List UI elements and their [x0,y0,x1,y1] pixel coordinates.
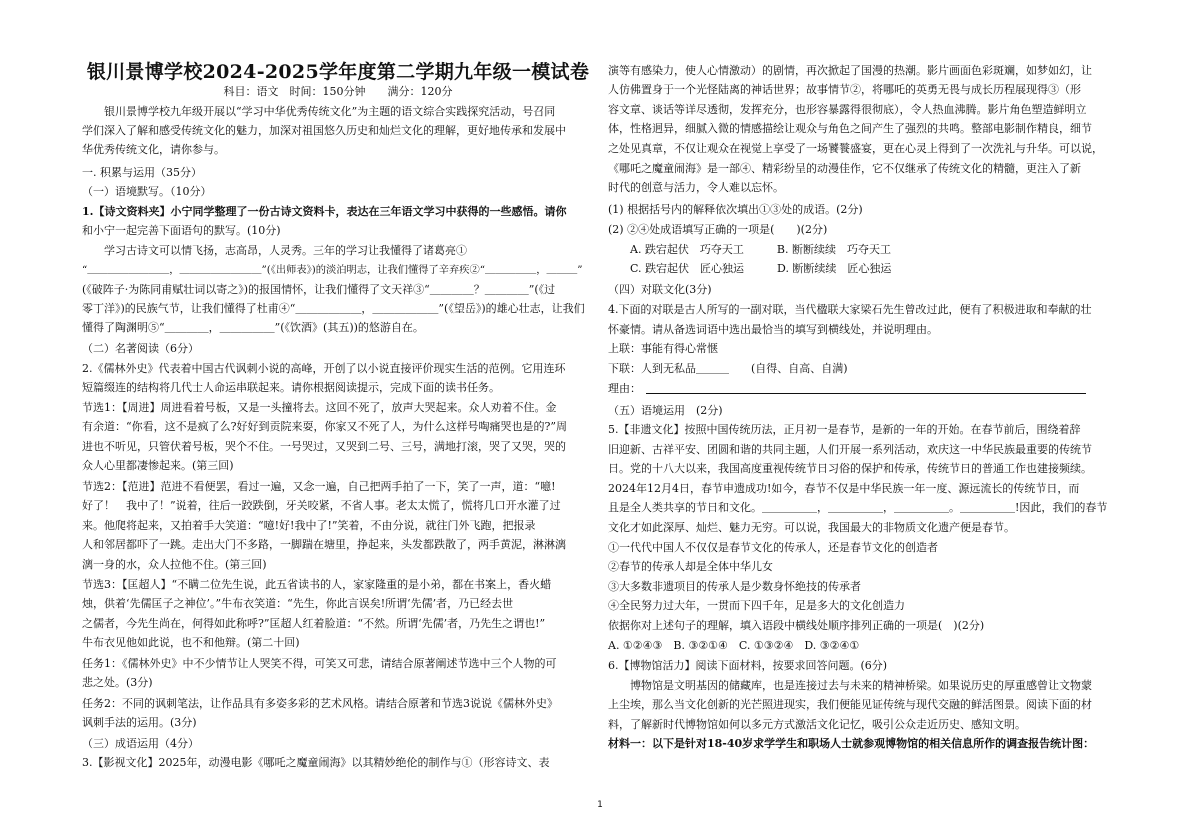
material-one: 材料一：以下是针对18-40岁求学学生和职场人士就参观博物馆的相关信息所作的调查报告统计图： [608,737,1095,750]
passage-line: 时代的创意与活力，令人难以忘怀。 [608,181,784,194]
question-4: 4.下面的对联是古人所写的一副对联，当代楹联大家梁石先生曾改过此，便有了积极进取和奉献的壮 [608,303,1092,316]
page-number: 1 [597,800,603,810]
question-6: 6.【博物馆活力】阅读下面材料，按要求回答问题。(6分) [608,659,888,672]
exam-meta: 科目：语文 时间：150分钟 满分：120分 [223,85,453,98]
excerpt-line: 好了！ 我中了！”说着，往后一跤跌倒，牙关咬紧，不省人事。老太太慌了，慌将几口开水灌了过 [82,499,561,512]
sentence-option: ②春节的传承人却是全体中华儿女 [608,560,773,573]
intro-line: 华优秀传统文化，请你参与。 [82,143,225,156]
section-heading: 一. 积累与运用（35分） [82,166,202,179]
excerpt-line: 烛，供着‘先儒匡子之神位’。”牛布衣笑道：“先生，你此言误矣!所谓‘先儒’者，乃已经去世 [82,597,514,610]
couplet-lower: 下联：人到无私品＿＿＿ (自得、自高、自满) [608,362,848,375]
passage-line: 上尘埃，那么当文化创新的光芒照进现实，我们便能见证传统与现代交融的鲜活图景。阅读下面的材 [608,698,1092,711]
sentence-option: ①一代代中国人不仅仅是春节文化的传承人，还是春节文化的创造者 [608,541,938,554]
excerpt-line: 之儒者，今先生尚在，何得如此称呼?”匡超人红着脸道：“不然。所谓‘先儒’者，乃先生之谓也!” [82,617,546,630]
answer-line [646,393,1086,394]
couplet-upper: 上联：事能有得心常惬 [608,342,718,355]
sentence-option: ③大多数非遗项目的传承人是少数身怀绝技的传承者 [608,580,861,593]
passage-line: 文化才如此深厚、灿烂、魅力无穷。可以说，我国最大的非物质文化遗产便是春节。 [608,521,1015,534]
question-text: 学习古诗文可以情飞扬，志高昂，人灵秀。三年的学习让我懂得了诸葛亮① [104,244,467,257]
question-text: (《破阵子·为陈同甫赋壮词以寄之》)的报国情怀，让我们懂得了文天祥③“＿＿＿＿？＿＿＿＿”(《过 [82,283,556,296]
passage-line: 《哪吒之魔童闹海》是一部④、精彩纷呈的动漫佳作，它不仅继承了传统文化的精髓，更注入了新 [608,162,1081,175]
excerpt-line: 有余道：“你看，这不是疯了么?好好到贡院来耍，你家又不死了人，为什么这样号啕痛哭也是的?”周 [82,420,568,433]
question-text: 懂得了陶渊明⑤“＿＿＿＿，＿＿＿＿＿”(《饮酒》(其五))的悠游自在。 [82,321,424,334]
answer-options: A. ①②④③ B. ③②①④ C. ①③②④ D. ③②④① [608,639,860,652]
excerpt-line: 节选2：【范进】范进不看便罢，看过一遍，又念一遍，自己把两手拍了一下，笑了一声，道：“噫! [82,480,556,493]
question-text: 讽刺手法的运用。(3分) [82,716,197,729]
question-text: 和小宁一起完善下面语句的默写。(10分) [82,224,281,237]
subsection-heading: （三）成语运用（4分） [82,737,199,750]
subsection-heading: （五）语境运用 (2分) [608,404,723,417]
subsection-heading: （四）对联文化(3分) [608,283,712,296]
exam-title: 银川景博学校2024-2025学年度第二学期九年级一模试卷 [86,61,590,83]
question-text: 依据你对上述句子的理解，填入语段中横线处顺序排列正确的一项是( )(2分) [608,619,985,632]
question-3: 3.【影视文化】2025年，动漫电影《哪吒之魔童闹海》以其精妙绝伦的制作与①（形容诗文、表 [82,756,550,769]
question-text: 零丁洋》)的民族气节，让我们懂得了杜甫④“＿＿＿＿＿＿，＿＿＿＿＿＿”(《望岳》)的雄心壮志，让我们 [82,302,585,315]
passage-line: 博物馆是文明基因的储藏库，也是连接过去与未来的精神桥梁。如果说历史的厚重感曾让文物蒙 [630,679,1092,692]
excerpt-line: 节选1：【周进】周进看着号板，又是一头撞将去。这回不死了，放声大哭起来。众人劝着不住。金 [82,401,557,414]
passage-line: 演等有感染力，使人心情激动）的剧情，再次掀起了国漫的热潮。影片画面色彩斑斓，如梦如幻，让 [608,64,1092,77]
excerpt-line: 人和邻居都吓了一跳。走出大门不多路，一脚踹在塘里，挣起来，头发都跌散了，两手黄泥，淋淋漓 [82,538,566,551]
excerpt-line: 牛布衣见他如此说，也不和他辩。(第二十回) [82,636,300,649]
passage-line: 人仿佛置身于一个光怪陆离的神话世界；故事情节②，将哪吒的英勇无畏与成长历程展现得③（形 [608,83,1081,96]
question-2: 2.《儒林外史》代表着中国古代讽刺小说的高峰，开创了以小说直接评价现实生活的范例。它用连环 [82,362,566,375]
question-text: 悲之处。(3分) [82,676,153,689]
intro-line: 学们深入了解和感受传统文化的魅力，加深对祖国悠久历史和灿烂文化的理解，更好地传承和发展中 [82,124,566,137]
question-5: 5.【非遗文化】按照中国传统历法，正月初一是春节，是新的一年的开始。在春节前后，围绕着辞 [608,423,1081,436]
excerpt-line: 节选3：【匡超人】“不瞒二位先生说，此五省读书的人，家家隆重的是小弟，都在书案上，香火蜡 [82,578,552,591]
passage-line: 2024年12月4日，春节申遗成功!如今，春节不仅是中华民族一年一度、源远流长的传统节日，而 [608,482,1080,495]
passage-line: 料，了解新时代博物馆如何以多元方式激活文化记忆，吸引公众走近历史、感知文明。 [608,718,1026,731]
excerpt-line: 来。他爬将起来，又拍着手大笑道：“噫!好!我中了!”笑着，不由分说，就往门外飞跑，把报录 [82,519,536,532]
sub-question: (2) ②④处成语填写正确的一项是( )(2分) [608,223,828,236]
question-text: “＿＿＿＿＿＿＿＿，＿＿＿＿＿＿＿＿”(《出师表》)的淡泊明志，让我们懂得了辛弃疾②“＿＿＿＿＿，＿＿＿” [82,264,583,276]
passage-line: 之处见真章，不仅让观众在视觉上享受了一场饕餮盛宴，更在心灵上得到了一次洗礼与升华。可以说， [608,142,1103,155]
task-1: 任务1：《儒林外史》中不少情节让人哭笑不得，可笑又可悲，请结合原著阐述节选中三个人物的可 [82,657,557,670]
passage-line: 且是全人类共享的节日和文化。＿＿＿＿＿，＿＿＿＿＿，＿＿＿＿＿。＿＿＿＿＿!因此，我们的春节 [608,501,1108,514]
answer-options: C. 跌宕起伏 匠心独运 D. 断断续续 匠心独运 [630,262,892,275]
sentence-option: ④全民努力过大年，一贯而下四千年，足是多大的文化创造力 [608,599,905,612]
question-text: 短篇缀连的结构将几代士人命运串联起来。请你根据阅读提示，完成下面的读书任务。 [82,381,500,394]
subsection-heading: （一）语境默写。（10分） [82,185,212,198]
task-2: 任务2：不同的讽刺笔法，让作品具有多姿多彩的艺术风格。请结合原著和节选3说说《儒林外史》 [82,697,558,710]
passage-line: 日。党的十八大以来，我国高度重视传统节日习俗的保护和传承，传统节日的普通工作也建接频续。 [608,462,1092,475]
question-1: 1.【诗文资料夹】小宁同学整理了一份古诗文资料卡，表达在三年语文学习中获得的一些感悟。请你 [82,205,567,218]
reason-label: 理由： [608,382,641,395]
sub-question: (1) 根据括号内的解释依次填出①③处的成语。(2分) [608,203,863,216]
passage-line: 体，性格迥异，细腻入微的情感描绘让观众与角色之间产生了强烈的共鸣。整部电影制作精良，细节 [608,122,1092,135]
subsection-heading: （二）名著阅读（6分） [82,342,199,355]
excerpt-line: 漓一身的水，众人拉他不住。(第三回) [82,558,267,571]
passage-line: 容文章、谈话等详尽透彻，发挥充分，也形容暴露得很彻底），令人热血沸腾。影片角色塑造鲜明立 [608,103,1087,116]
passage-line: 旧迎新、古祥平安、团圆和谐的共同主题，人们开展一系列活动，欢庆这一中华民族最重要的传统节 [608,443,1092,456]
intro-line: 银川景博学校九年级开展以“学习中华优秀传统文化”为主题的语文综合实践探究活动，号召同 [104,105,556,118]
excerpt-line: 进也不听见，只管伏着号板，哭个不住。一号哭过，又哭到二号、三号，满地打滚，哭了又哭，哭的 [82,440,566,453]
answer-options: A. 跌宕起伏 巧夺天工 B. 断断续续 巧夺天工 [630,243,892,256]
question-text: 怀豪情。请从备选词语中选出最恰当的填写到横线处，并说明理由。 [608,323,938,336]
excerpt-line: 众人心里都凄惨起来。(第三回) [82,459,234,472]
